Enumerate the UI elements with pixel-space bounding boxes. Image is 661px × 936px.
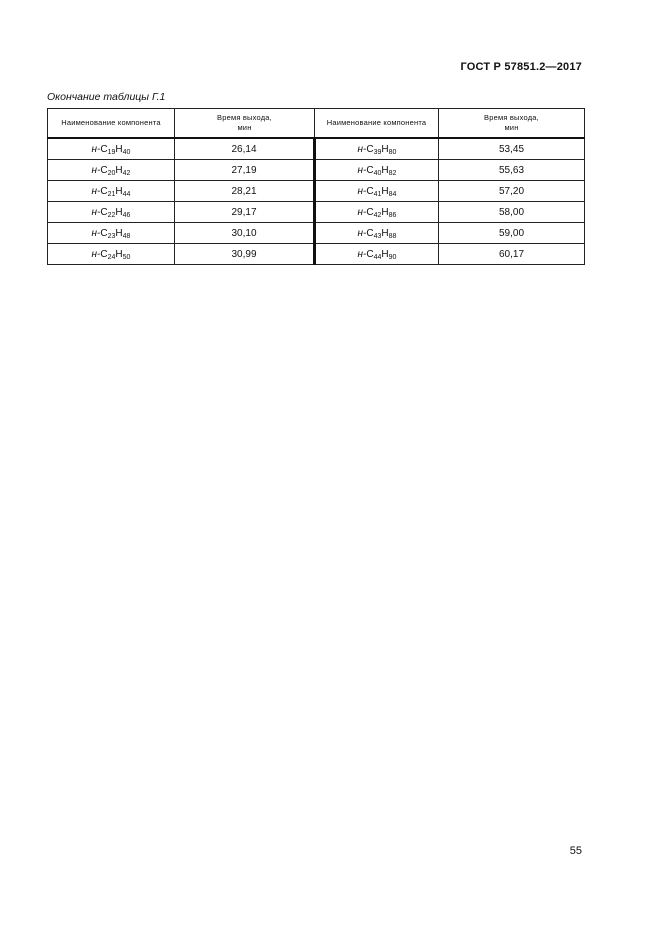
- table-row: [48, 138, 585, 160]
- component-name-right: $н-C_{41}H_{84}$: [315, 181, 439, 202]
- retention-time-left: 29,17: [175, 202, 315, 223]
- component-name-right: $н-C_{43}H_{88}$: [315, 223, 439, 244]
- table-row: [48, 244, 585, 265]
- column-header-component-left: Наименование компонента: [48, 109, 175, 139]
- component-name-left: $н-C_{20}H_{42}$: [48, 160, 175, 181]
- retention-time-left: 26,14: [175, 138, 315, 160]
- retention-time-right: 60,17: [439, 244, 585, 265]
- document-code: ГОСТ Р 57851.2—2017: [460, 61, 582, 73]
- component-name-right: $н-C_{39}H_{80}$: [315, 138, 439, 160]
- component-name-left: $н-C_{22}H_{46}$: [48, 202, 175, 223]
- retention-time-table: [47, 108, 585, 265]
- retention-time-left: 30,10: [175, 223, 315, 244]
- component-name-left: $н-C_{24}H_{50}$: [48, 244, 175, 265]
- component-name-right: $н-C_{44}H_{90}$: [315, 244, 439, 265]
- table-row: [48, 160, 585, 181]
- component-name-right: $н-C_{42}H_{86}$: [315, 202, 439, 223]
- retention-time-left: 30,99: [175, 244, 315, 265]
- column-header-time-left: Время выхода, мин: [175, 109, 315, 139]
- component-name-right: $н-C_{40}H_{82}$: [315, 160, 439, 181]
- retention-time-right: 53,45: [439, 138, 585, 160]
- table-row: [48, 202, 585, 223]
- page-number: 55: [569, 845, 582, 857]
- retention-time-right: 55,63: [439, 160, 585, 181]
- retention-time-right: 58,00: [439, 202, 585, 223]
- table-header-row: [48, 109, 585, 139]
- component-name-left: $н-C_{21}H_{44}$: [48, 181, 175, 202]
- column-header-time-right: Время выхода, мин: [439, 109, 585, 139]
- column-header-component-right: Наименование компонента: [315, 109, 439, 139]
- retention-time-right: 57,20: [439, 181, 585, 202]
- retention-time-left: 28,21: [175, 181, 315, 202]
- retention-time-left: 27,19: [175, 160, 315, 181]
- component-name-left: $н-C_{19}H_{40}$: [48, 138, 175, 160]
- table-caption: Окончание таблицы Г.1: [47, 91, 166, 103]
- retention-time-right: 59,00: [439, 223, 585, 244]
- component-name-left: $н-C_{23}H_{48}$: [48, 223, 175, 244]
- table-body: [48, 138, 585, 265]
- table-row: [48, 181, 585, 202]
- table-row: [48, 223, 585, 244]
